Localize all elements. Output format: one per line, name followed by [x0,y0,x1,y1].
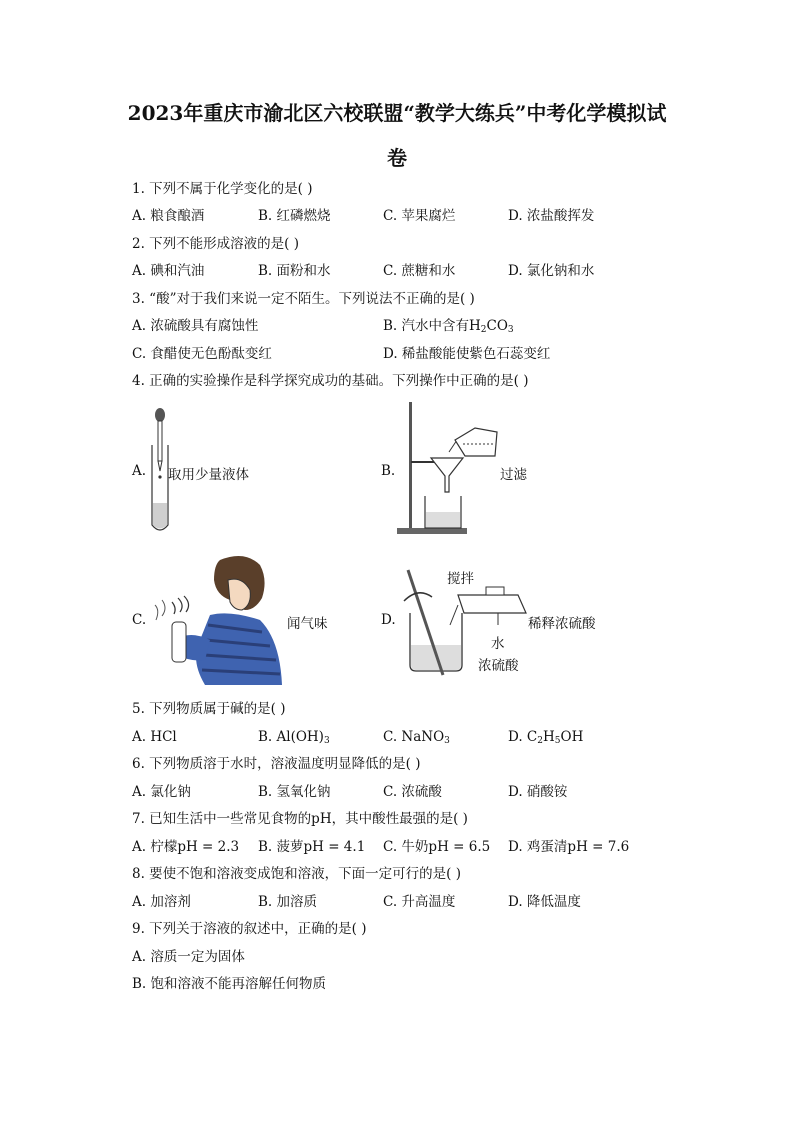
question-7-option-d: D. 鸡蛋清pH = 7.6 [508,839,630,855]
question-6-option-d: D. 硝酸铵 [508,784,568,800]
question-7-option-a: A. 柠檬pH = 2.3 [132,839,240,855]
filtration-apparatus-figure [395,400,505,540]
question-5-option-c: C. NaNO$_3$ [383,729,450,746]
figure-a-caption: 取用少量液体 [168,467,249,483]
question-9-option-b: B. 饱和溶液不能再溶解任何物质 [132,976,327,992]
question-1-option-c: C. 苹果腐烂 [383,208,456,224]
question-3-option-c: C. 食醋使无色酚酞变红 [132,346,272,362]
smelling-gas-figure [150,550,290,690]
figure-b-letter: B. [381,463,396,479]
figure-d-caption: 稀释浓硫酸 [528,616,596,632]
question-7-option-b: B. 菠萝pH = 4.1 [258,839,366,855]
question-9-option-a: A. 溶质一定为固体 [132,949,245,965]
question-3-option-d: D. 稀盐酸能使紫色石蕊变红 [383,346,551,362]
question-1-option-a: A. 粮食酿酒 [132,208,205,224]
figure-c-caption: 闻气味 [287,616,328,632]
page-title-line-1: 2023年重庆市渝北区六校联盟“教学大练兵”中考化学模拟试 [127,101,667,125]
question-8-option-b: B. 加溶质 [258,894,318,910]
question-6-option-a: A. 氯化钠 [132,784,191,800]
question-3-stem: 3. “酸”对于我们来说一定不陌生。下列说法不正确的是( ) [132,291,475,307]
question-5-stem: 5. 下列物质属于碱的是( ) [132,701,286,717]
question-8-stem: 8. 要使不饱和溶液变成饱和溶液，下面一定可行的是( ) [132,866,461,882]
question-8-option-a: A. 加溶剂 [132,894,191,910]
question-2-option-c: C. 蔗糖和水 [383,263,456,279]
figure-d-water-label: 水 [491,636,505,652]
figure-d-stir-label: 搅拌 [447,571,474,587]
figure-c-letter: C. [132,612,147,628]
question-6-stem: 6. 下列物质溶于水时，溶液温度明显降低的是( ) [132,756,421,772]
question-3-option-a: A. 浓硫酸具有腐蚀性 [132,318,259,334]
question-1-option-b: B. 红磷燃烧 [258,208,331,224]
question-2-option-a: A. 碘和汽油 [132,263,205,279]
question-1-option-d: D. 浓盐酸挥发 [508,208,595,224]
question-6-option-b: B. 氢氧化钠 [258,784,331,800]
question-2-option-b: B. 面粉和水 [258,263,331,279]
question-5-option-d: D. $C_2H_5OH$ [508,729,584,746]
page-title-line-2: 卷 [387,146,407,170]
figure-a-letter: A. [132,463,147,479]
question-1-stem: 1. 下列不属于化学变化的是( ) [132,181,313,197]
question-5-option-a: A. HCl [132,729,177,745]
question-7-option-c: C. 牛奶pH = 6.5 [383,839,491,855]
figure-d-letter: D. [381,612,396,628]
figure-b-caption: 过滤 [500,467,527,483]
question-8-option-c: C. 升高温度 [383,894,456,910]
question-2-option-d: D. 氯化钠和水 [508,263,595,279]
question-3-option-b: B. 汽水中含有$H_2CO_3$ [383,318,514,335]
question-5-option-b: B. $Al(OH)_3$ [258,729,330,746]
question-8-option-d: D. 降低温度 [508,894,581,910]
question-2-stem: 2. 下列不能形成溶液的是( ) [132,236,299,252]
question-6-option-c: C. 浓硫酸 [383,784,442,800]
figure-d-acid-label: 浓硫酸 [478,658,519,674]
question-7-stem: 7. 已知生活中一些常见食物的pH，其中酸性最强的是( ) [132,811,468,827]
question-9-stem: 9. 下列关于溶液的叙述中，正确的是( ) [132,921,367,937]
question-4-stem: 4. 正确的实验操作是科学探究成功的基础。下列操作中正确的是( ) [132,373,529,389]
